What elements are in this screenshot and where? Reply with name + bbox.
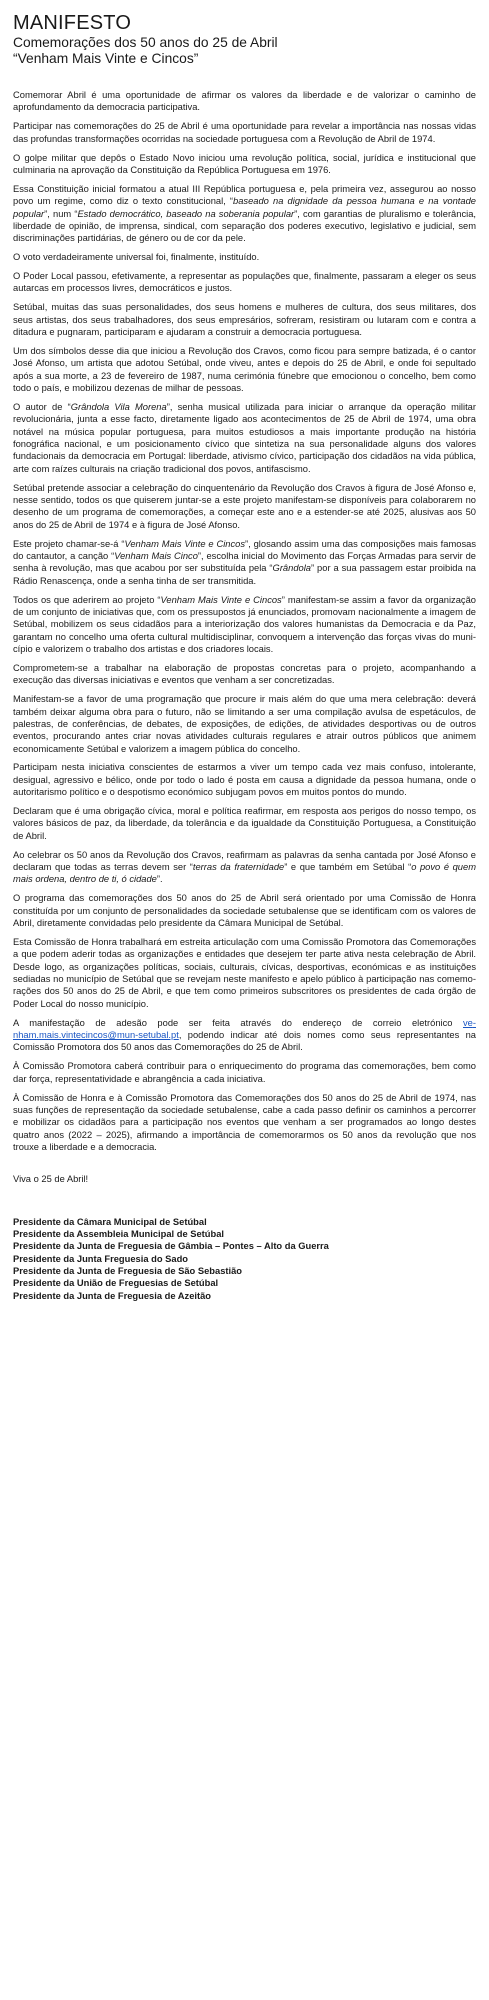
song-title-emphasis: Grândola — [272, 563, 311, 574]
project-name-emphasis: Venham Mais Vinte e Cincos — [124, 538, 246, 549]
paragraph: Setúbal pretende associar a celebração do cinquentenário da Revolução dos Cravos à figura de José Afonso e, nesse sentido, todos os que quiserem juntar-se a este projeto manifestam-se disponíveis para colaborarem no desenho de um programa de comemorações, a começar este ano e a estender-se até 2025, alusivas aos 50 anos do 25 de Abril de 1974 e à figura de José Afonso. — [13, 482, 476, 530]
paragraph: Setúbal, muitas das suas personalidades, dos seus homens e mulheres de cultura, dos seus militares, dos seus artistas, dos seus trabalhadores, dos seus empresários, sofreram, resistiram ou lutaram com e contra a ditadura e pugnaram, participaram e ajudaram a construir a democracia portuguesa. — [13, 302, 476, 338]
signatory: Presidente da Junta de Freguesia de Azeitão — [13, 1290, 212, 1301]
subtitle-line-2: “Venham Mais Vinte e Cincos” — [13, 51, 199, 66]
paragraph: Comprometem-se a trabalhar na elaboração de propostas concretas para o projeto, acompanhando a execução das diversas iniciativas e eventos que venham a ser concretizadas. — [13, 662, 476, 686]
closing-salute: Viva o 25 de Abril! — [13, 1174, 89, 1185]
paragraph: O programa das comemorações dos 50 anos do 25 de Abril será orientado por uma Comissão de Honra constituída por um conjunto de personalidades da sociedade setubalense que se identificam com os valores de Abril, diretamente convidadas pelo presidente da Câmara Municipal de Setúbal. — [13, 893, 476, 929]
paragraph: Comemorar Abril é uma oportunidade de afirmar os valores da liberdade e de valorizar o caminho de aprofundamento da democracia participativa. — [13, 90, 476, 113]
paragraph: O autor de “Grândola Vila Morena”, senha musical utilizada para iniciar o arranque da operação militar revolucionária, junta a esse facto, diretamente ligado aos acontecimentos de 25 de Abril de 1974, uma obra notável na música popular portuguesa, para muitos estudiosos a mais importante produção na história fonográfica nacional, e um posicionamento cívico que sintetiza na sua personalidade alguns dos valores fundacionais da democracia em Portugal: liberdade, ativismo cívico, participação dos cidadãos na vida pública, arte com raízes culturais na criação tradicional dos povos, antifascismo. — [13, 401, 476, 474]
paragraph: Declaram que é uma obrigação cívica, moral e política reafirmar, em resposta aos perigos do nosso tempo, os valores básicos de paz, da liberdade, da tolerância e da igualdade da Constituição Portuguesa, a Constituição de Abril. — [13, 806, 476, 841]
paragraph: O golpe militar que depôs o Estado Novo iniciou uma revolução política, social, jurídica e institucional que culminaria na aprovação da Constituição da República Portuguesa em 1976. — [13, 152, 476, 175]
paragraph: Este projeto chamar-se-á “Venham Mais Vinte e Cincos”, glosando assim uma das composições mais famosas do cantautor, a canção “Venham Mais Cinco”, escolha inicial do Movimento das Forças Armadas para servir de senha à revolução, mas que acabou por ser substituída pela “Grândola” por a sua passagem estar proibida na Rádio Renascença, onde a senha tinha de ser transmitida. — [13, 538, 476, 586]
quote-emphasis: o povo é quem mais ordena, dentro de ti, ó cidade — [13, 862, 476, 885]
paragraph: Ao celebrar os 50 anos da Revolução dos Cravos, reafirmam as palavras da senha cantada por José Afonso e declaram que todas as terras devem ser “terras da fraternidade” e que também em Setúbal “o povo é quem mais ordena, dentro de ti, ó cidade”. — [13, 849, 476, 885]
paragraph: Esta Comissão de Honra trabalhará em estreita articulação com uma Comissão Promotora das Comemorações a que podem aderir todas as organizações e entidades que desejem ter parte ativa nesta celebração de Abril. Desde logo, as organizações políticas, sociais, culturais, cívicas, desportivas, económicas e as instituições sediadas no município de Setúbal que se revejam neste manifesto e apelo público à participação nas comemorações dos 50 anos do 25 de Abril, e que tem como primeiros subscritores os presidentes de cada órgão de Poder Local do nosso município. — [13, 936, 476, 1009]
paragraph: Manifestam-se a favor de uma programação que procure ir mais além do que uma mera celebração: deverá também deixar alguma obra para o futuro, não se limitando a ser uma compilação avulsa de espetáculos, de palestras, de conferências, de debates, de exposições, de edições, de atividades desportivas ou de outros eventos, procurando antes criar novas atividades culturais regulares e atrair outros públicos que animem economicamente Setúbal e valorizem a imagem pública do concelho. — [13, 694, 476, 754]
quote-emphasis: Estado democrático, baseado na soberania popular — [77, 208, 295, 219]
email-link[interactable]: venham.mais.vintecincos@mun-setubal.pt — [13, 1017, 476, 1040]
paragraph: Participar nas comemorações do 25 de Abril é uma oportunidade para revelar a importância nas nossas vidas das profundas transformações ocorridas na sociedade portuguesa com a Revolução de Abril de 1974. — [13, 121, 476, 144]
document-subtitle — [13, 35, 476, 67]
paragraph: Participam nesta iniciativa conscientes de estarmos a viver um tempo cada vez mais confuso, intolerante, desigual, agressivo e bélico, onde por todo o lado é posta em causa a dignidade da pessoa humana, onde o autoritarismo político e o despotismo económico subjugam povos em muitos pontos do mundo. — [13, 762, 476, 798]
paragraph: Todos os que aderirem ao projeto “Venham Mais Vinte e Cincos” manifestam-se assim a favor da organização de um conjunto de iniciativas que, com os pressupostos já enunciados, promovam nacionalmente a imagem de Setúbal, mobilizem os seus cidadãos para a interiorização dos valores humanistas da Democracia e da Paz, garantam no concelho uma oferta cultural multidisciplinar, convoquem a intervenção das forças vivas do município e valorizem o trabalho dos artistas e dos criadores locais. — [13, 594, 476, 654]
paragraph: À Comissão de Honra e à Comissão Promotora das Comemorações dos 50 anos do 25 de Abril de 1974, nas suas funções de representação da sociedade setubalense, cabe a cada passo definir os caminhos a percorrer e mobilizar os cidadãos para a participação nos eventos que venham a ser programados ao longo destes quatro anos (2022 – 2025), afirmando a importância de comemorarmos os 50 anos da revolução que nos trouxe a liberdade e a democracia. — [13, 1092, 476, 1152]
paragraph: A manifestação de adesão pode ser feita através do endereço de correio eletrónico venham.mais.vintecincos@mun-setubal.pt, podendo indicar até dois nomes como seus representantes na Comissão Promotora dos 50 anos das Comemorações do 25 de Abril. — [13, 1017, 476, 1053]
song-title-emphasis: Grândola Vila Morena — [70, 401, 167, 412]
signatory: Presidente da Junta Freguesia do Sado — [13, 1253, 188, 1264]
subtitle-line-1: Comemorações dos 50 anos do 25 de Abril — [13, 35, 278, 50]
quote-emphasis: baseado na dignidade da pessoa humana e na vontade popular — [13, 196, 476, 219]
signatory: Presidente da Junta de Freguesia de Gâmbia – Pontes – Alto da Guerra — [13, 1241, 329, 1252]
quote-emphasis: terras da fraternidade — [192, 862, 285, 873]
signatories-list — [13, 1216, 476, 1302]
signatory: Presidente da Câmara Municipal de Setúbal — [13, 1216, 207, 1227]
signatory: Presidente da Junta de Freguesia de São Sebastião — [13, 1265, 242, 1276]
paragraph: O Poder Local passou, efetivamente, a representar as populações que, finalmente, passaram a eleger os seus autarcas em processos livres, democráticos e justos. — [13, 271, 476, 294]
paragraph: Um dos símbolos desse dia que iniciou a Revolução dos Cravos, como ficou para sempre batizada, é o cantor José Afonso, um artista que adotou Setúbal, onde viveu, antes e depois do 25 de Abril, e onde foi sepultado após a sua morte, a 23 de fevereiro de 1987, numa cerimónia fúnebre que emocionou o concelho, bem como todo o país, e mobilizou dezenas de milhar de pessoas. — [13, 346, 476, 394]
paragraph: Essa Constituição inicial formatou a atual III República portuguesa e, pela primeira vez, assegurou ao nosso povo um regime, como diz o texto constitucional, “baseado na dignidade da pessoa humana e na vontade popular”, num “Estado democrático, baseado na soberania popular”, com garantias de pluralismo e tolerância, liberdade de opinião, de imprensa, sindical, com separação dos poderes executivo, legislativo e judicial, sem discriminações partidárias, de género ou de cor da pele. — [13, 183, 476, 244]
manifesto-body — [13, 89, 476, 1153]
signatory: Presidente da Assembleia Municipal de Setúbal — [13, 1228, 224, 1239]
song-title-emphasis: Venham Mais Cinco — [114, 550, 198, 561]
document-title: MANIFESTO — [13, 12, 132, 34]
paragraph: À Comissão Promotora caberá contribuir para o enriquecimento do programa das comemorações, bem como dar força, representatividade e abrangência a cada iniciativa. — [13, 1061, 476, 1084]
project-name-emphasis: Venham Mais Vinte e Cincos — [160, 594, 282, 605]
signatory: Presidente da União de Freguesias de Setúbal — [13, 1278, 219, 1289]
paragraph: O voto verdadeiramente universal foi, finalmente, instituído. — [13, 252, 260, 263]
